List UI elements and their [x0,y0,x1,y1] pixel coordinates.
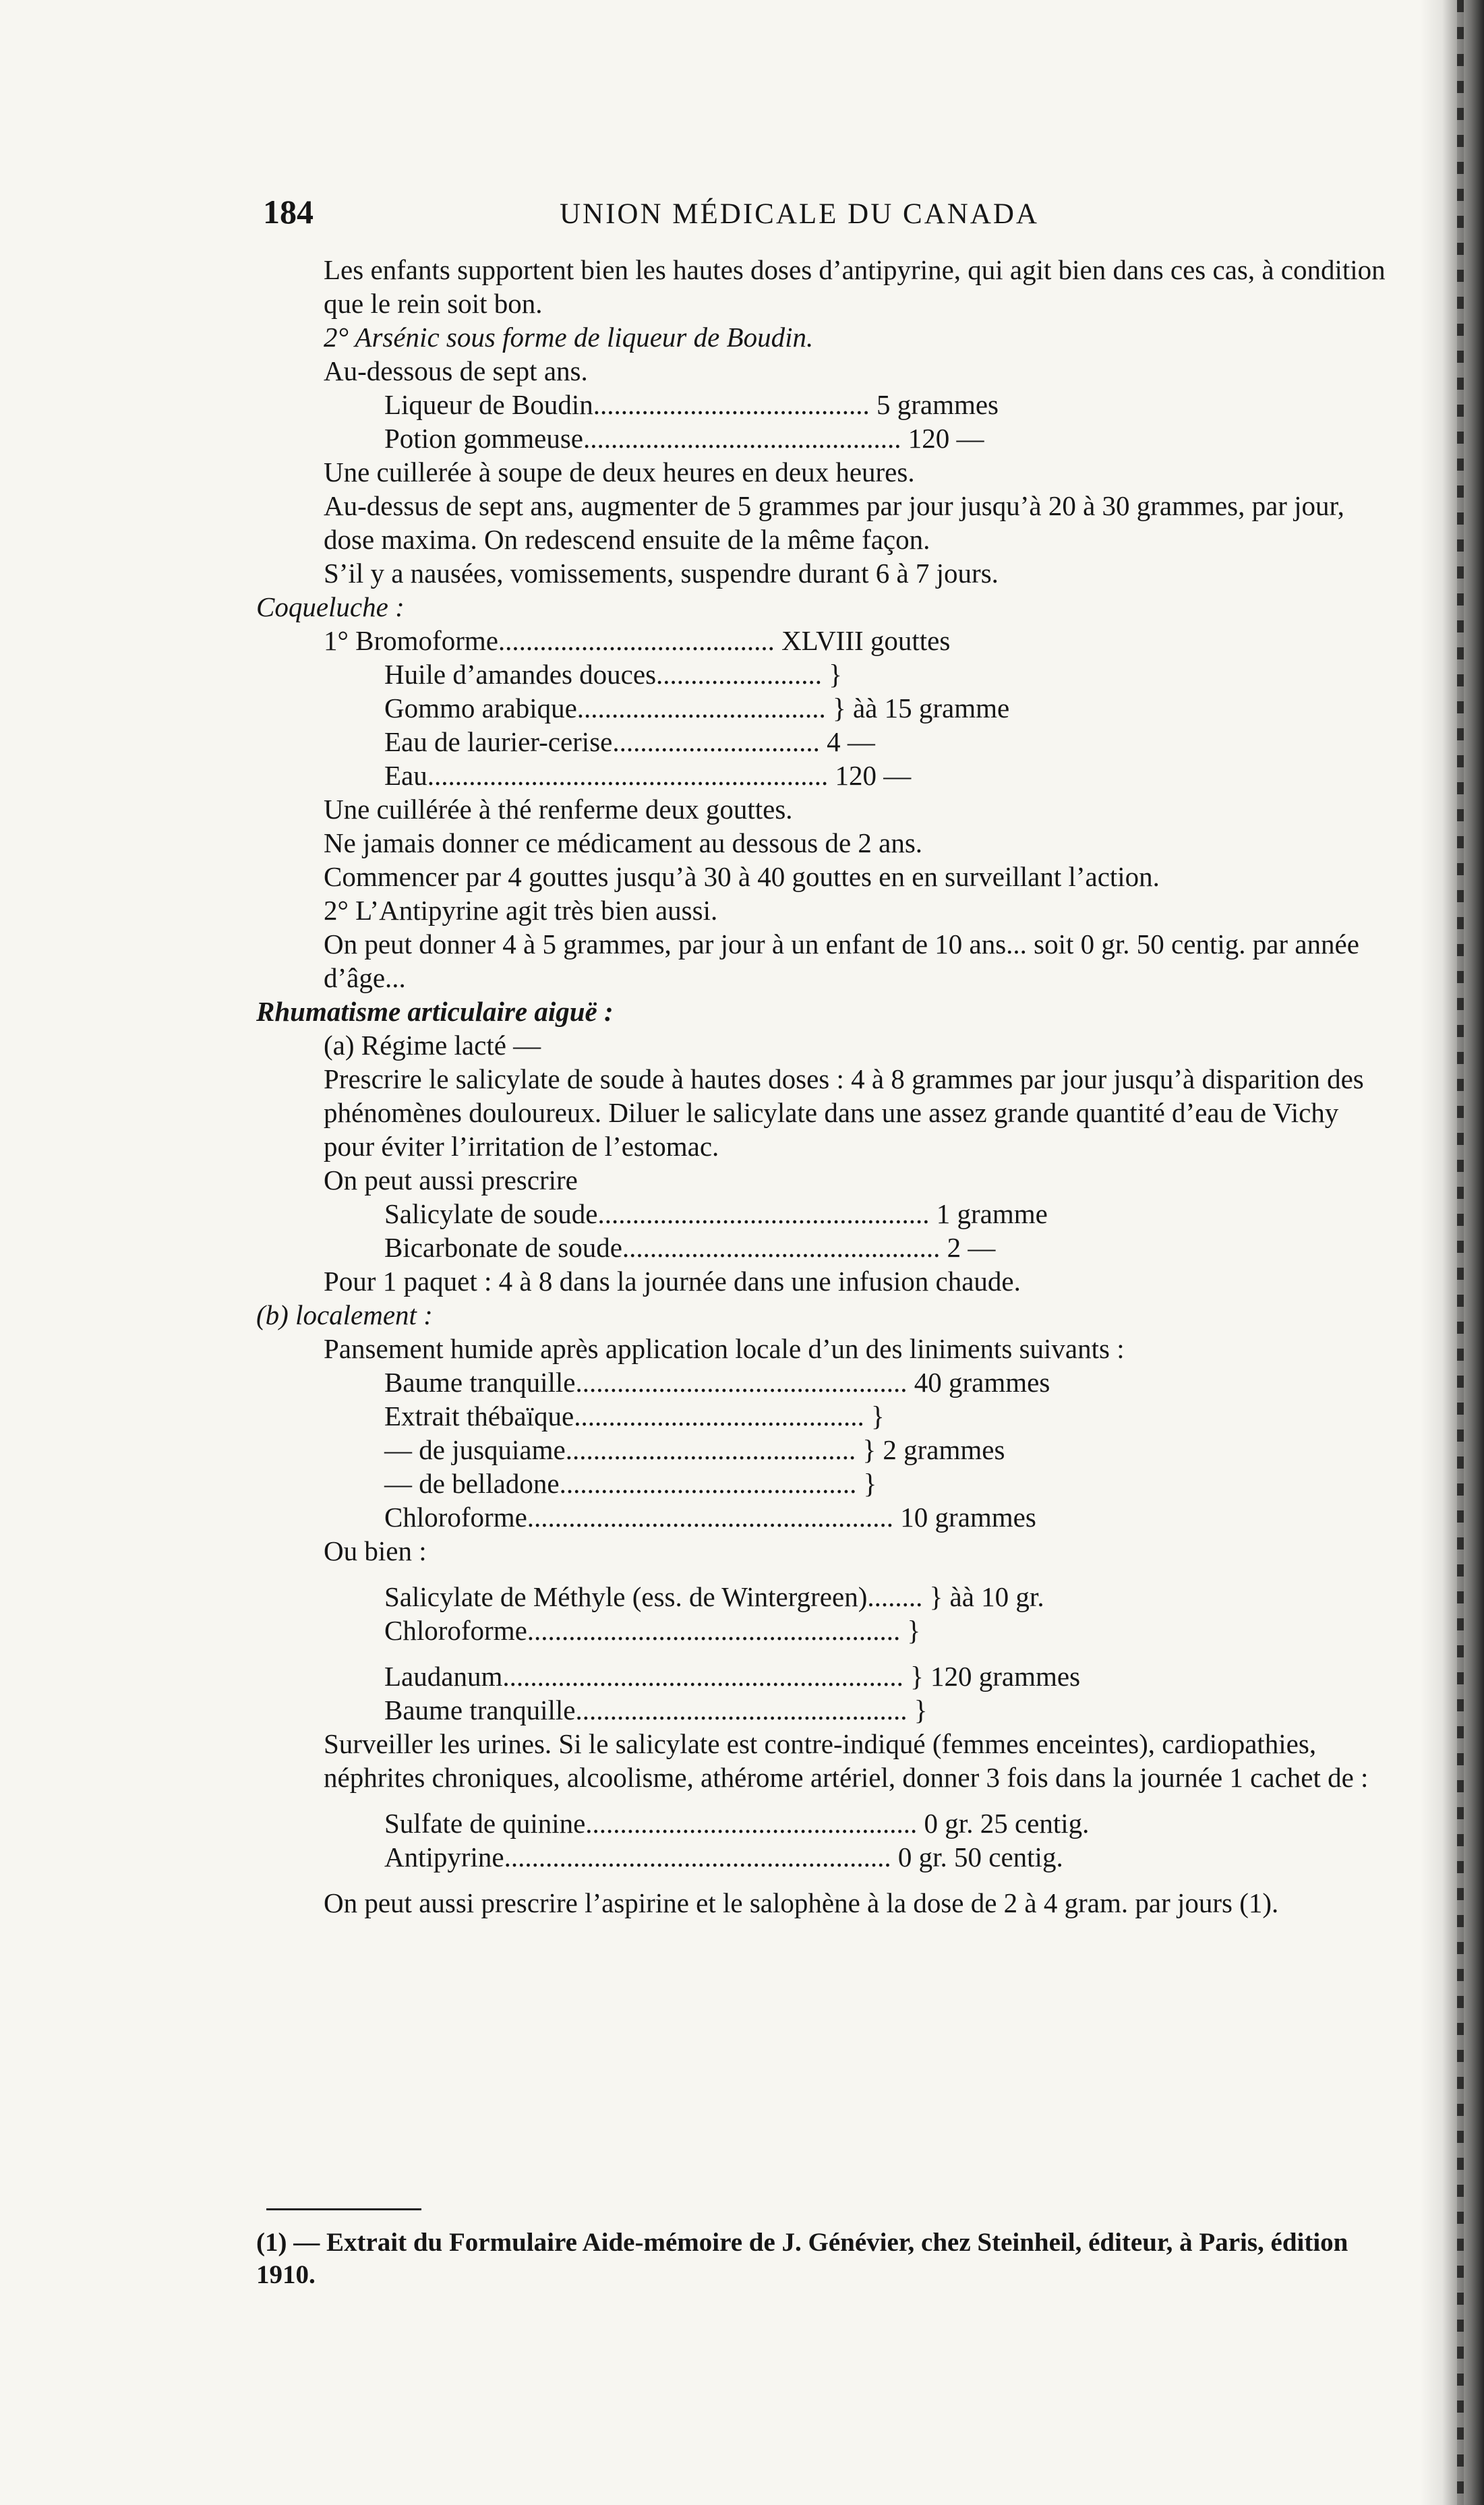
section-heading: (b) localement : [256,1299,433,1330]
paragraph: On peut donner 4 à 5 grammes, par jour à un enfant de 10 ans... soit 0 gr. 50 centig. par année d’âge... [324,929,1359,993]
text-line: 2° L’Antipyrine agit très bien aussi. [324,895,718,926]
prescription-line: Liqueur de Boudin........................................ 5 grammes [384,389,999,420]
prescription-line: Antipyrine........................................................ 0 gr. 50 centig. [384,1841,1063,1873]
paragraph: Au-dessus de sept ans, augmenter de 5 grammes par jour jusqu’à 20 à 30 grammes, par jour, dose maxima. On redescend ensuite de la même façon. [324,490,1344,555]
prescription-line: Potion gommeuse.............................................. 120 — [384,423,984,454]
paragraph: Les enfants supportent bien les hautes doses d’antipyrine, qui agit bien dans ces cas, à condition que le rein soit bon. [324,254,1386,319]
running-title: UNION MÉDICALE DU CANADA [560,198,1039,230]
prescription-line: Sulfate de quinine................................................ 0 gr. 25 centig. [384,1808,1090,1839]
page-body [256,253,1386,1920]
prescription-line: Extrait thébaïque.......................................... } [384,1401,885,1432]
text-line: On peut aussi prescrire [324,1165,578,1196]
prescription-line: Gommo arabique.................................... } àà 15 gramme [384,692,1010,724]
prescription-line: 1° Bromoforme........................................ XLVIII gouttes [324,625,951,656]
section-heading: Coqueluche : [256,591,405,622]
section-heading: 2° Arsénic sous forme de liqueur de Boudin. [324,322,814,353]
section-heading: Rhumatisme articulaire aiguë : [256,996,614,1027]
prescription-line: — de belladone........................................... } [384,1468,877,1499]
prescription-line: Chloroforme...................................................... } [384,1615,921,1646]
text-line: Pansement humide après application locale d’un des liniments suivants : [324,1333,1125,1364]
text-line: Commencer par 4 gouttes jusqu’à 30 à 40 gouttes en en surveillant l’action. [324,861,1160,892]
footnote: (1) — Extrait du Formulaire Aide-mémoire de J. Génévier, chez Steinheil, éditeur, à Paris, édition 1910. [256,2228,1348,2289]
prescription-line: Chloroforme..................................................... 10 grammes [384,1502,1036,1533]
prescription-line: Baume tranquille................................................ 40 grammes [384,1367,1050,1398]
paragraph: Surveiller les urines. Si le salicylate est contre-indiqué (femmes enceintes), cardiopathies, néphrites chroniques, alcoolisme, athérome artériel, donner 3 fois dans la journée 1 cachet de : [324,1728,1369,1793]
footnote-rule [266,2208,421,2210]
prescription-line: — de jusquiame.......................................... } 2 grammes [384,1434,1005,1465]
text-line: Une cuillerée à soupe de deux heures en deux heures. [324,456,915,488]
text-line: Ne jamais donner ce médicament au dessous de 2 ans. [324,827,923,858]
page-binding-edge [1457,0,1464,2505]
text-line: (a) Régime lacté — [324,1030,541,1061]
prescription-line: Eau.......................................................... 120 — [384,760,912,791]
text-line: Ou bien : [324,1535,427,1566]
text-line: Une cuillérée à thé renferme deux gouttes. [324,794,793,825]
prescription-line: Bicarbonate de soude.............................................. 2 — [384,1232,996,1263]
paragraph: On peut aussi prescrire l’aspirine et le salophène à la dose de 2 à 4 gram. par jours (1). [324,1887,1279,1918]
text-line: Au-dessous de sept ans. [324,355,588,386]
prescription-line: Huile d’amandes douces........................ } [384,659,842,690]
prescription-line: Salicylate de Méthyle (ess. de Wintergreen)........ } àà 10 gr. [384,1581,1044,1612]
page-shadow-edge [1420,0,1484,2505]
paragraph: Prescrire le salicylate de soude à hautes doses : 4 à 8 grammes par jour jusqu’à disparition des phénomènes douloureux. Diluer le salicylate dans une assez grande quantité d’eau de Vichy pour éviter l’irritation de l’estomac. [324,1063,1364,1162]
prescription-line: Baume tranquille................................................ } [384,1694,928,1726]
prescription-line: Laudanum.......................................................... } 120 grammes [384,1661,1081,1692]
page-header [263,192,1402,233]
prescription-line: Eau de laurier-cerise.............................. 4 — [384,726,875,757]
page-number: 184 [263,193,314,231]
prescription-line: Salicylate de soude................................................ 1 gramme [384,1198,1048,1229]
text-line: S’il y a nausées, vomissements, suspendre durant 6 à 7 jours. [324,558,999,589]
text-line: Pour 1 paquet : 4 à 8 dans la journée dans une infusion chaude. [324,1266,1021,1297]
